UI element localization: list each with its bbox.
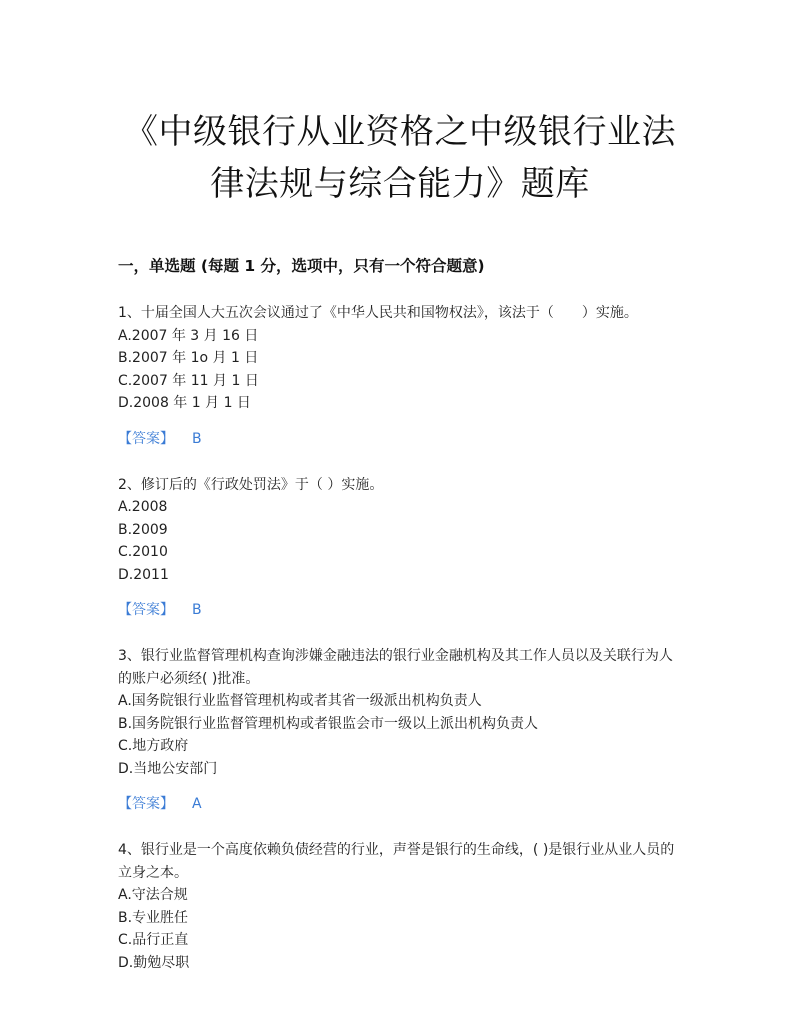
option-c: C.品行正直 [118,932,189,948]
option-a: A.国务院银行业监督管理机构或者其省一级派出机构负责人 [118,693,482,709]
option-c: C.2010 [118,544,168,560]
answer-value: B [192,430,202,447]
question-4 [118,839,682,974]
option-d: D.2008 年 1 月 1 日 [118,395,251,411]
question-1 [118,302,682,450]
question-text: 2、修订后的《行政处罚法》于（ ）实施。 [118,476,384,493]
answer-label: 【答案】 [118,602,174,618]
option-c: C.地方政府 [118,738,189,754]
question-2 [118,474,682,622]
document-title [118,0,682,210]
option-b: B.2007 年 1o 月 1 日 [118,350,259,366]
title-line-1: 《中级银行从业资格之中级银行业法 [124,112,676,152]
answer-line [118,793,682,815]
option-a: A.守法合规 [118,887,188,903]
question-text: 1、十届全国人大五次会议通过了《中华人民共和国物权法》，该法于（ ）实施。 [118,305,638,321]
option-b: B.专业胜任 [118,909,189,926]
option-b: B.国务院银行业监督管理机构或者银监会市一级以上派出机构负责人 [118,715,539,732]
answer-line [118,428,682,450]
option-c: C.2007 年 11 月 1 日 [118,372,259,389]
option-d: D.当地公安部门 [118,760,218,777]
question-text: 3、银行业监督管理机构查询涉嫌金融违法的银行业金融机构及其工作人员以及关联行为人的账户必须经( )批准。 [118,648,673,687]
option-b: B.2009 [118,521,168,538]
answer-label: 【答案】 [118,796,174,812]
option-d: D.勤勉尽职 [118,954,190,971]
option-d: D.2011 [118,566,169,583]
answer-label: 【答案】 [118,430,174,447]
section-heading: 一，单选题 (每题 1 分，选项中，只有一个符合题意) [118,257,485,275]
title-line-2: 律法规与综合能力》题库 [210,164,590,204]
question-text: 4、银行业是一个高度依赖负债经营的行业，声誉是银行的生命线，( )是银行业从业人员的立身之本。 [118,842,675,881]
option-a: A.2007 年 3 月 16 日 [118,327,259,344]
answer-line [118,599,682,621]
question-3 [118,645,682,815]
answer-value: B [192,602,202,618]
option-a: A.2008 [118,499,168,515]
answer-value: A [192,796,202,812]
